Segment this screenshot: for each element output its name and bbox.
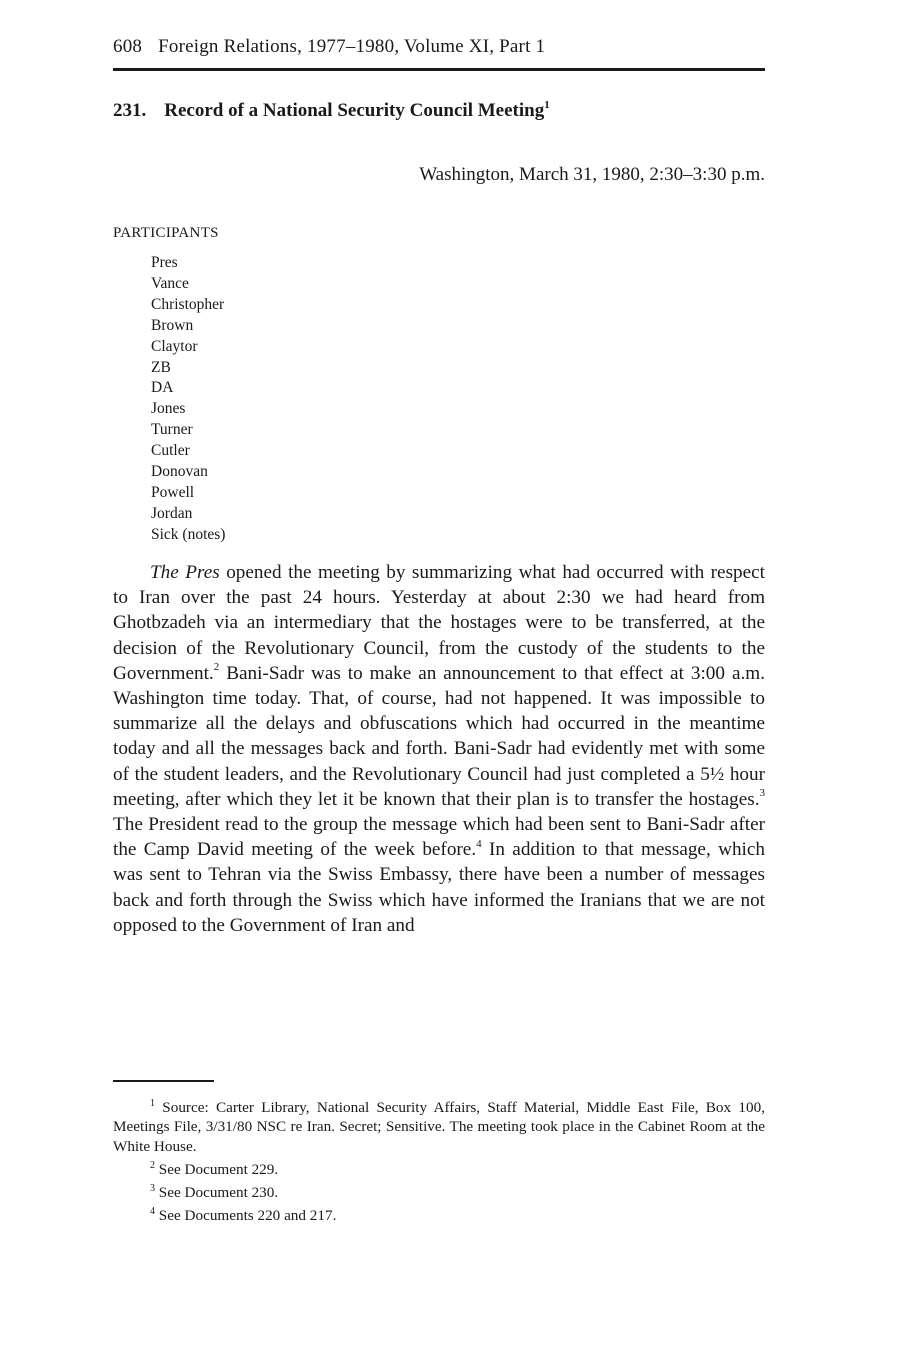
speaker-italic: The Pres xyxy=(150,562,220,583)
participants-label: PARTICIPANTS xyxy=(113,225,219,241)
participant: Sick (notes) xyxy=(151,525,226,543)
participant: Pres xyxy=(151,254,178,271)
footnote xyxy=(113,1206,765,1225)
participant: Claytor xyxy=(151,337,198,355)
document-heading xyxy=(113,100,550,122)
participant: Brown xyxy=(151,316,194,334)
document-number: 231. xyxy=(113,100,147,121)
participant: Jones xyxy=(151,400,186,418)
footnote xyxy=(113,1183,765,1202)
body-segment: opened the meeting by summarizing what had occurred with respect to Iran over the past 24 hours. Yesterday at about 2:30 we had heard from Ghotbzadeh via an intermediary that the hostages were to be transferred, at the decision of the Revolutionary Council, from the custody of the students to the Government. xyxy=(113,562,765,684)
running-head xyxy=(113,36,765,58)
participants-list xyxy=(151,253,225,546)
footnote-ref-3: 3 xyxy=(759,787,765,800)
participant: Christopher xyxy=(151,295,225,313)
participant: Jordan xyxy=(151,504,193,522)
footnote-text: Source: Carter Library, National Security Affairs, Staff Material, Middle East File, Box 100, Meetings File, 3/31/80 NSC re Iran. Secret; Sensitive. The meeting took place in the Cabinet Room at the White House. xyxy=(113,1099,765,1155)
footnote-mark: 4 xyxy=(150,1206,155,1218)
participant: Vance xyxy=(151,274,189,292)
footnote-rule xyxy=(113,1080,214,1082)
body-paragraph xyxy=(113,560,765,938)
participant: Powell xyxy=(151,483,195,501)
header-rule xyxy=(113,68,765,71)
body-segment: In addition to that message, which was sent to Tehran via the Swiss Embassy, there have been a number of messages back and forth through the Swiss which have informed the Iranians that we are not opposed to the Government of Iran and xyxy=(113,839,765,936)
document-page xyxy=(113,0,765,1351)
footnote-mark: 2 xyxy=(150,1159,155,1171)
footnote-ref-2: 2 xyxy=(213,661,220,674)
participant: DA xyxy=(151,379,174,397)
footnote-text: See Documents 220 and 217. xyxy=(155,1207,337,1225)
body-text xyxy=(113,560,765,938)
footnote-ref-4: 4 xyxy=(476,837,482,850)
body-segment: Bani-Sadr was to make an announcement to that effect at 3:00 a.m. Washington time today. That, of course, had not happened. It was impossible to summarize all the delays and obfuscations which had occurred in the meantime today and all the messages back and forth. Bani-Sadr had evidently met with some of the student leaders, and the Revolutionary Council had just completed a 5½ hour meeting, after which they let it be known that their plan is to transfer the hostages. xyxy=(113,662,765,810)
document-title: Record of a National Security Council Meeting xyxy=(164,100,545,121)
dateline: Washington, March 31, 1980, 2:30–3:30 p.m. xyxy=(419,164,765,185)
volume-title: Foreign Relations, 1977–1980, Volume XI, Part 1 xyxy=(158,36,546,57)
footnote-mark: 1 xyxy=(150,1097,155,1109)
footnote xyxy=(113,1160,765,1179)
participant: Cutler xyxy=(151,442,190,460)
footnote-ref-1: 1 xyxy=(544,98,550,111)
footnote-text: See Document 230. xyxy=(155,1184,279,1202)
participant: Donovan xyxy=(151,463,208,481)
participant: ZB xyxy=(151,358,171,376)
footnotes xyxy=(113,1098,765,1230)
footnote xyxy=(113,1098,765,1156)
footnote-mark: 3 xyxy=(150,1183,155,1195)
footnote-text: See Document 229. xyxy=(155,1160,279,1178)
participant: Turner xyxy=(151,421,193,439)
page-number: 608 xyxy=(113,36,143,57)
body-segment: The President read to the group the message which had been sent to Bani-Sadr after the Camp David meeting of the week before. xyxy=(113,814,765,861)
